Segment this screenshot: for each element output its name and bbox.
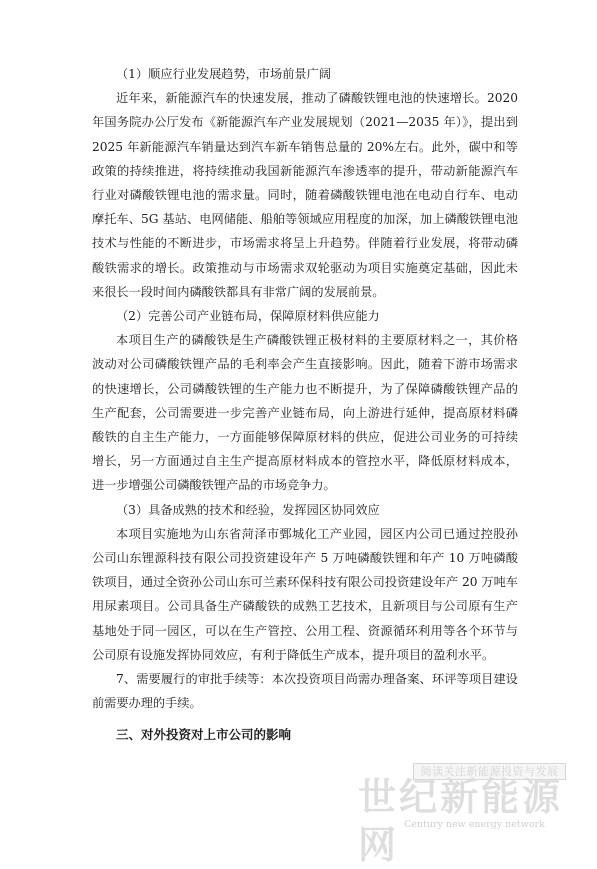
section3-title: （3）具备成熟的技术和经验，发挥园区协同效应 [116, 502, 380, 517]
watermark-banner: 阅读关注新能源投资与发展 [413, 763, 566, 780]
item7-paragraph: 7、需要履行的审批手续等：本次投资项目尚需办理备案、环评等项目建设前需要办理的手续。 [92, 672, 518, 711]
section2-paragraph: 本项目生产的磷酸铁是生产磷酸铁锂正极材料的主要原材料之一，其价格波动对公司磷酸铁锂产品的毛利率会产生直接影响。因此，随着下游市场需求的快速增长，公司磷酸铁锂的生产能力也不断提升，为了保障磷酸铁锂产品的生产配套，公司需要进一步完善产业链布局，向上游进行延伸，提高原材料磷酸铁的自主生产能力，一方面能够保障原材料的供应，促进公司业务的可持续增长，另一方面通过自主生产提高原材料成本的管控水平，降低原材料成本，进一步增强公司磷酸铁锂产品的市场竞争力。 [92, 333, 518, 493]
section2-title: （2）完善公司产业链布局，保障原材料供应能力 [116, 309, 380, 324]
watermark-logo: 世纪新能源网 [358, 775, 564, 867]
section3-paragraph: 本项目实施地为山东省菏泽市鄄城化工产业园，园区内公司已通过控股孙公司山东锂源科技有限公司投资建设年产 5 万吨磷酸铁锂和年产 10 万吨磷酸铁项目，通过全资孙公司山东可兰素环保科技有限公司投资建设年产 20 万吨车用尿素项目。公司具备生产磷酸铁的成熟工艺技术，且新项目与公司原有生产基地处于同一园区，可以在生产管控、公用工程、资源循环利用等各个环节与公司原有设施发挥协同效应，有利于降低生产成本，提升项目的盈利水平。 [92, 526, 518, 662]
section1-paragraph: 近年来，新能源汽车的快速发展，推动了磷酸铁锂电池的快速增长。2020 年国务院办公厅发布《新能源汽车产业发展规划（2021—2035 年）》，提出到 2025 年新能源汽车销量达到汽车新车销售总量的 20%左右。此外，碳中和等政策的持续推进，将持续推动我国新能源汽车渗透率的提升，带动新能源汽车行业对磷酸铁锂电池的需求量。同时，随着磷酸铁锂电池在电动自行车、电动摩托车、5G 基站、电网储能、船舶等领域应用程度的加深，加上磷酸铁锂电池技术与性能的不断进步，市场需求将呈上升趋势。伴随着行业发展，将带动磷酸铁需求的增长。政策推动与市场需求双轮驱动为项目实施奠定基础，因此未来很长一段时间内磷酸铁都具有非常广阔的发展前景。 [92, 91, 518, 299]
section-heading-impact: 三、对外投资对上市公司的影响 [116, 727, 292, 742]
document-body [92, 62, 518, 715]
watermark-subtitle: Century new energy network [404, 819, 545, 830]
section1-title: （1）顺应行业发展趋势，市场前景广阔 [116, 67, 331, 81]
